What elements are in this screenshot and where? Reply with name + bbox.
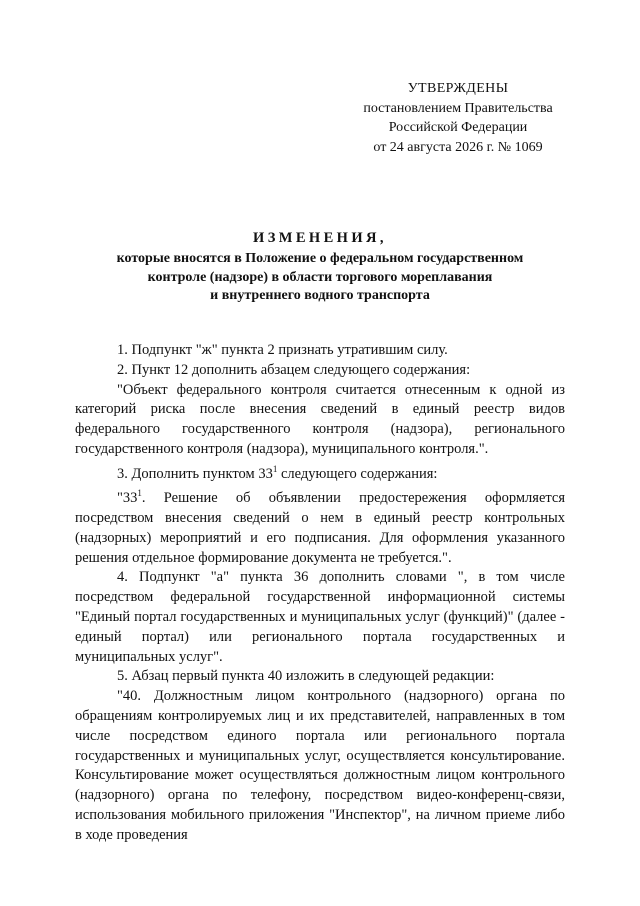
approval-heading: УТВЕРЖДЕНЫ (407, 81, 509, 96)
subtitle-line: которые вносятся в Положение о федеральном государственном (116, 251, 524, 266)
paragraph-text: . Решение об объявлении предостережения оформляется посредством внесения сведений о нем в единый реестр контрольных (надзорных) мероприятий и его подписания. Для оформления указанного решения отдельное формирование документа не требуется.". (75, 490, 565, 566)
superscript: 1 (272, 463, 278, 474)
document-subtitle (74, 250, 566, 306)
paragraph (75, 484, 565, 568)
paragraph: 5. Абзац первый пункта 40 изложить в следующей редакции: (117, 668, 495, 685)
document-body (75, 341, 565, 906)
paragraph: "Объект федерального контроля считается отнесенным к одной из категорий риска после внесения сведений в единый реестр видов федерального государственного контроля (надзора), регионального государственного контроля (надзора), муниципального контроля.". (75, 381, 565, 457)
paragraph-text: 3. Дополнить пунктом 33 (117, 465, 273, 482)
approval-line: Российской Федерации (388, 120, 528, 135)
paragraph-text: "33 (117, 490, 138, 507)
approval-line: постановлением Правительства (363, 100, 553, 116)
approval-date-line: от 24 августа 2026 г. № 1069 (373, 139, 543, 155)
approval-block (330, 79, 586, 157)
subtitle-line: и внутреннего водного транспорта (210, 288, 430, 303)
paragraph: 4. Подпункт "а" пункта 36 дополнить словами ", в том числе посредством федеральной государственной информационной системы "Единый портал государственных и муниципальных услуг (функций)" (далее - единый портал) или регионального портала государственных и муниципальных услуг". (75, 569, 565, 665)
paragraph-text: следующего содержания: (277, 465, 438, 482)
paragraph: "40. Должностным лицом контрольного (надзорного) органа по обращениям контролируемых лиц и их представителей, направленных в том числе посредством единого портала или регионального портала государственных и муниципальных услуг, осуществляется консультирование. Консультирование может осуществляться должностным лицом контрольного (надзорного) органа по телефону, посредством видео-конференц-связи, использования мобильного приложения "Инспектор", на личном приеме либо в ходе проведения (75, 688, 565, 843)
superscript: 1 (137, 488, 142, 499)
document-title: ИЗМЕНЕНИЯ, (253, 230, 387, 246)
subtitle-line: контроле (надзоре) в области торгового мореплавания (147, 269, 493, 285)
paragraph (75, 460, 565, 485)
paragraph: 2. Пункт 12 дополнить абзацем следующего содержания: (117, 361, 471, 378)
paragraph: 1. Подпункт "ж" пункта 2 признать утратившим силу. (117, 342, 448, 358)
